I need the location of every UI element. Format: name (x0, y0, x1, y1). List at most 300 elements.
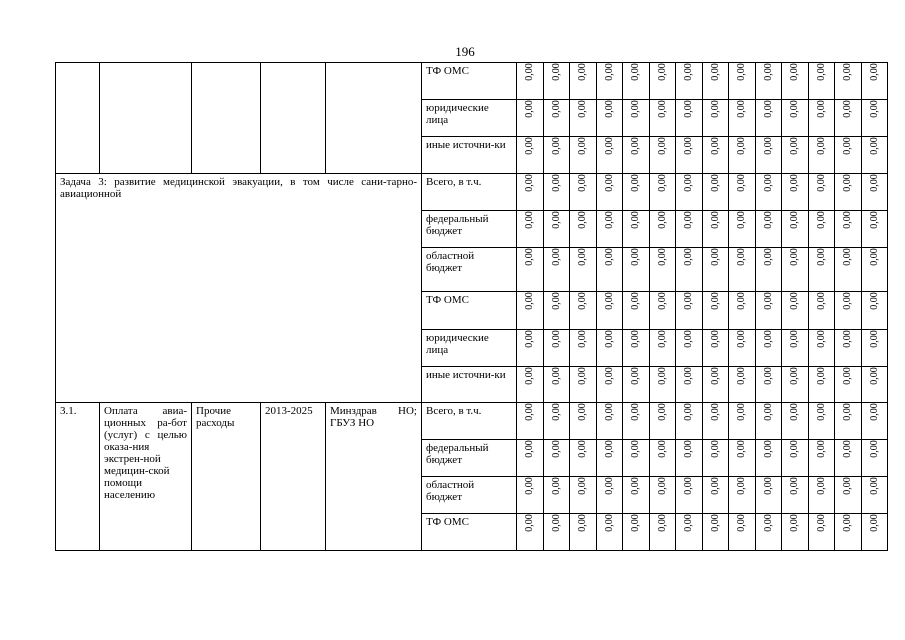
value-text: 0,00 (603, 63, 615, 81)
value-text: 0,00 (629, 440, 641, 458)
value-cell (517, 211, 544, 248)
value-cell (596, 477, 623, 514)
value-cell (649, 367, 676, 403)
value-text: 0,00 (841, 100, 853, 118)
value-cell (623, 514, 650, 551)
value-text: 0,00 (815, 403, 827, 421)
value-text: 0,00 (815, 100, 827, 118)
value-cell (596, 100, 623, 137)
value-cell (570, 403, 597, 440)
value-text: 0,00 (762, 292, 774, 310)
value-cell (835, 174, 862, 211)
value-text: 0,00 (868, 477, 880, 495)
value-cell (702, 248, 729, 292)
value-text: 0,00 (841, 477, 853, 495)
value-cell (835, 440, 862, 477)
value-text: 0,00 (523, 174, 535, 192)
value-cell (623, 292, 650, 330)
value-text: 0,00 (682, 367, 694, 385)
value-text: 0,00 (550, 330, 562, 348)
value-cell (755, 137, 782, 174)
value-cell (543, 100, 570, 137)
value-text: 0,00 (550, 63, 562, 81)
value-cell (702, 367, 729, 403)
value-cell (596, 440, 623, 477)
value-cell (729, 330, 756, 367)
value-cell (543, 174, 570, 211)
value-cell (808, 330, 835, 367)
funding-table (55, 62, 888, 551)
value-text: 0,00 (576, 367, 588, 385)
value-text: 0,00 (868, 174, 880, 192)
value-text: 0,00 (523, 211, 535, 229)
value-cell (729, 292, 756, 330)
value-text: 0,00 (735, 403, 747, 421)
funding-source: Всего, в т.ч. (422, 174, 517, 211)
value-cell (808, 477, 835, 514)
value-cell (649, 137, 676, 174)
funding-source: юридические лица (422, 100, 517, 137)
value-cell (861, 63, 888, 100)
value-cell (808, 100, 835, 137)
value-text: 0,00 (815, 63, 827, 81)
value-text: 0,00 (603, 100, 615, 118)
value-text: 0,00 (523, 292, 535, 310)
value-cell (543, 63, 570, 100)
value-text: 0,00 (868, 367, 880, 385)
value-cell (676, 137, 703, 174)
value-text: 0,00 (603, 248, 615, 266)
value-cell (543, 248, 570, 292)
value-text: 0,00 (841, 137, 853, 155)
value-text: 0,00 (709, 292, 721, 310)
value-text: 0,00 (603, 477, 615, 495)
value-cell (702, 403, 729, 440)
value-cell (861, 514, 888, 551)
value-cell (835, 248, 862, 292)
value-text: 0,00 (841, 174, 853, 192)
value-text: 0,00 (735, 174, 747, 192)
value-text: 0,00 (762, 367, 774, 385)
value-text: 0,00 (841, 292, 853, 310)
value-text: 0,00 (523, 367, 535, 385)
value-cell (649, 63, 676, 100)
value-cell (517, 367, 544, 403)
value-cell (676, 248, 703, 292)
value-cell (835, 403, 862, 440)
value-cell (649, 292, 676, 330)
value-cell (808, 211, 835, 248)
value-cell (755, 174, 782, 211)
value-cell (702, 63, 729, 100)
value-text: 0,00 (709, 330, 721, 348)
value-text: 0,00 (709, 174, 721, 192)
value-text: 0,00 (788, 330, 800, 348)
value-text: 0,00 (788, 248, 800, 266)
value-text: 0,00 (576, 100, 588, 118)
funding-source: иные источни-ки (422, 367, 517, 403)
value-text: 0,00 (815, 174, 827, 192)
value-text: 0,00 (523, 477, 535, 495)
value-cell (676, 477, 703, 514)
value-text: 0,00 (682, 330, 694, 348)
value-cell (808, 248, 835, 292)
value-text: 0,00 (788, 403, 800, 421)
value-text: 0,00 (576, 211, 588, 229)
value-text: 0,00 (815, 330, 827, 348)
value-text: 0,00 (762, 174, 774, 192)
value-text: 0,00 (603, 330, 615, 348)
value-text: 0,00 (709, 477, 721, 495)
value-cell (729, 477, 756, 514)
value-cell (702, 440, 729, 477)
value-cell (596, 514, 623, 551)
value-cell (623, 174, 650, 211)
value-text: 0,00 (629, 100, 641, 118)
value-cell (543, 137, 570, 174)
value-cell (861, 211, 888, 248)
value-cell (517, 292, 544, 330)
value-text: 0,00 (656, 292, 668, 310)
value-cell (729, 514, 756, 551)
value-text: 0,00 (576, 440, 588, 458)
value-text: 0,00 (603, 367, 615, 385)
value-text: 0,00 (550, 292, 562, 310)
value-cell (676, 211, 703, 248)
value-text: 0,00 (550, 367, 562, 385)
value-cell (570, 440, 597, 477)
value-text: 0,00 (523, 330, 535, 348)
value-cell (676, 330, 703, 367)
value-text: 0,00 (762, 63, 774, 81)
value-cell (570, 367, 597, 403)
funding-source: ТФ ОМС (422, 292, 517, 330)
value-text: 0,00 (629, 137, 641, 155)
value-text: 0,00 (735, 248, 747, 266)
value-cell (782, 211, 809, 248)
value-text: 0,00 (788, 514, 800, 532)
value-text: 0,00 (550, 174, 562, 192)
value-text: 0,00 (550, 248, 562, 266)
value-text: 0,00 (788, 292, 800, 310)
value-text: 0,00 (709, 514, 721, 532)
value-cell (755, 440, 782, 477)
value-cell (782, 63, 809, 100)
value-cell (755, 248, 782, 292)
value-text: 0,00 (709, 367, 721, 385)
value-text: 0,00 (523, 137, 535, 155)
value-cell (649, 477, 676, 514)
value-text: 0,00 (603, 174, 615, 192)
value-cell (649, 211, 676, 248)
value-cell (861, 137, 888, 174)
value-text: 0,00 (629, 63, 641, 81)
value-text: 0,00 (656, 174, 668, 192)
value-cell (835, 514, 862, 551)
value-cell (835, 211, 862, 248)
value-cell (861, 248, 888, 292)
value-cell (835, 137, 862, 174)
funding-source: юридические лица (422, 330, 517, 367)
value-cell (702, 330, 729, 367)
value-text: 0,00 (550, 440, 562, 458)
value-cell (596, 211, 623, 248)
value-text: 0,00 (841, 63, 853, 81)
value-text: 0,00 (523, 403, 535, 421)
value-text: 0,00 (868, 100, 880, 118)
value-cell (835, 100, 862, 137)
value-cell (729, 100, 756, 137)
value-text: 0,00 (841, 440, 853, 458)
funding-source: Всего, в т.ч. (422, 403, 517, 440)
value-text: 0,00 (656, 440, 668, 458)
value-cell (596, 292, 623, 330)
value-cell (835, 292, 862, 330)
value-text: 0,00 (629, 211, 641, 229)
value-text: 0,00 (682, 63, 694, 81)
value-text: 0,00 (682, 211, 694, 229)
funding-source: федеральный бюджет (422, 440, 517, 477)
funding-source: федеральный бюджет (422, 211, 517, 248)
value-text: 0,00 (709, 63, 721, 81)
value-cell (570, 248, 597, 292)
value-cell (702, 100, 729, 137)
value-cell (596, 403, 623, 440)
value-text: 0,00 (682, 292, 694, 310)
value-cell (861, 292, 888, 330)
value-text: 0,00 (603, 403, 615, 421)
value-cell (623, 211, 650, 248)
value-cell (755, 477, 782, 514)
value-cell (755, 367, 782, 403)
value-text: 0,00 (629, 367, 641, 385)
value-text: 0,00 (762, 100, 774, 118)
value-cell (623, 248, 650, 292)
value-cell (729, 174, 756, 211)
value-cell (808, 137, 835, 174)
page-number: 196 (455, 44, 475, 59)
value-cell (702, 477, 729, 514)
value-text: 0,00 (815, 211, 827, 229)
value-text: 0,00 (682, 248, 694, 266)
value-cell (702, 292, 729, 330)
value-cell (596, 63, 623, 100)
value-cell (808, 174, 835, 211)
value-cell (596, 330, 623, 367)
value-text: 0,00 (788, 137, 800, 155)
value-text: 0,00 (656, 63, 668, 81)
value-cell (676, 292, 703, 330)
value-cell (517, 63, 544, 100)
name-cell (100, 63, 192, 174)
value-text: 0,00 (656, 477, 668, 495)
value-cell (623, 403, 650, 440)
value-text: 0,00 (682, 403, 694, 421)
value-text: 0,00 (841, 330, 853, 348)
value-cell (808, 440, 835, 477)
funding-source: ТФ ОМС (422, 63, 517, 100)
funding-source: областной бюджет (422, 248, 517, 292)
value-text: 0,00 (815, 477, 827, 495)
value-cell (676, 367, 703, 403)
value-cell (517, 514, 544, 551)
value-text: 0,00 (735, 211, 747, 229)
value-cell (517, 137, 544, 174)
value-text: 0,00 (788, 367, 800, 385)
value-text: 0,00 (815, 137, 827, 155)
value-text: 0,00 (629, 403, 641, 421)
value-text: 0,00 (550, 137, 562, 155)
value-cell (649, 440, 676, 477)
value-text: 0,00 (523, 248, 535, 266)
value-cell (729, 63, 756, 100)
value-text: 0,00 (709, 403, 721, 421)
value-cell (755, 63, 782, 100)
value-text: 0,00 (868, 211, 880, 229)
value-text: 0,00 (603, 514, 615, 532)
value-cell (676, 63, 703, 100)
period: 2013-2025 (261, 403, 326, 551)
value-cell (676, 100, 703, 137)
value-cell (729, 211, 756, 248)
value-text: 0,00 (788, 211, 800, 229)
value-text: 0,00 (841, 211, 853, 229)
value-cell (782, 137, 809, 174)
value-text: 0,00 (576, 137, 588, 155)
value-cell (623, 330, 650, 367)
funding-source: областной бюджет (422, 477, 517, 514)
value-cell (623, 63, 650, 100)
value-cell (517, 403, 544, 440)
value-cell (755, 403, 782, 440)
value-text: 0,00 (815, 248, 827, 266)
value-cell (543, 211, 570, 248)
value-cell (782, 330, 809, 367)
value-text: 0,00 (682, 440, 694, 458)
value-text: 0,00 (762, 330, 774, 348)
value-cell (570, 330, 597, 367)
value-cell (570, 292, 597, 330)
value-cell (835, 330, 862, 367)
value-text: 0,00 (841, 403, 853, 421)
expense-type-cell (192, 63, 261, 174)
value-cell (676, 514, 703, 551)
value-cell (570, 514, 597, 551)
value-text: 0,00 (788, 477, 800, 495)
value-cell (623, 440, 650, 477)
value-text: 0,00 (762, 403, 774, 421)
value-text: 0,00 (788, 440, 800, 458)
value-cell (755, 211, 782, 248)
value-cell (649, 403, 676, 440)
value-cell (676, 403, 703, 440)
value-cell (570, 211, 597, 248)
value-text: 0,00 (523, 514, 535, 532)
value-cell (861, 367, 888, 403)
value-cell (782, 477, 809, 514)
value-cell (543, 440, 570, 477)
value-text: 0,00 (762, 514, 774, 532)
value-text: 0,00 (682, 477, 694, 495)
value-text: 0,00 (788, 100, 800, 118)
value-text: 0,00 (550, 100, 562, 118)
value-cell (543, 403, 570, 440)
value-text: 0,00 (550, 211, 562, 229)
value-cell (570, 477, 597, 514)
value-cell (782, 403, 809, 440)
value-text: 0,00 (815, 514, 827, 532)
item-number: 3.1. (56, 403, 100, 551)
value-text: 0,00 (815, 367, 827, 385)
value-cell (861, 403, 888, 440)
value-cell (782, 100, 809, 137)
value-cell (729, 403, 756, 440)
value-text: 0,00 (629, 514, 641, 532)
value-cell (596, 174, 623, 211)
funding-source: ТФ ОМС (422, 514, 517, 551)
executor-cell (326, 63, 422, 174)
value-text: 0,00 (682, 174, 694, 192)
value-text: 0,00 (523, 100, 535, 118)
value-text: 0,00 (629, 330, 641, 348)
value-cell (861, 174, 888, 211)
value-cell (755, 514, 782, 551)
value-text: 0,00 (841, 248, 853, 266)
value-cell (649, 248, 676, 292)
value-text: 0,00 (735, 100, 747, 118)
value-cell (808, 292, 835, 330)
value-cell (649, 514, 676, 551)
value-text: 0,00 (576, 514, 588, 532)
value-cell (543, 477, 570, 514)
value-text: 0,00 (656, 137, 668, 155)
value-cell (517, 248, 544, 292)
value-cell (543, 367, 570, 403)
value-cell (729, 367, 756, 403)
value-text: 0,00 (629, 248, 641, 266)
value-text: 0,00 (576, 330, 588, 348)
value-text: 0,00 (550, 514, 562, 532)
value-cell (729, 440, 756, 477)
value-text: 0,00 (868, 403, 880, 421)
value-text: 0,00 (603, 137, 615, 155)
value-cell (755, 330, 782, 367)
value-cell (596, 137, 623, 174)
value-text: 0,00 (576, 292, 588, 310)
value-text: 0,00 (762, 137, 774, 155)
value-text: 0,00 (815, 440, 827, 458)
value-text: 0,00 (603, 292, 615, 310)
value-text: 0,00 (735, 514, 747, 532)
value-text: 0,00 (550, 403, 562, 421)
value-cell (517, 440, 544, 477)
table-row (56, 403, 888, 440)
value-text: 0,00 (709, 440, 721, 458)
value-text: 0,00 (576, 477, 588, 495)
value-text: 0,00 (603, 211, 615, 229)
executor: Минздрав НО; ГБУЗ НО (326, 403, 422, 551)
value-cell (861, 440, 888, 477)
value-cell (782, 248, 809, 292)
value-text: 0,00 (709, 137, 721, 155)
value-text: 0,00 (656, 248, 668, 266)
value-text: 0,00 (868, 514, 880, 532)
value-cell (623, 367, 650, 403)
value-text: 0,00 (868, 248, 880, 266)
value-cell (835, 367, 862, 403)
value-text: 0,00 (868, 292, 880, 310)
value-cell (649, 100, 676, 137)
